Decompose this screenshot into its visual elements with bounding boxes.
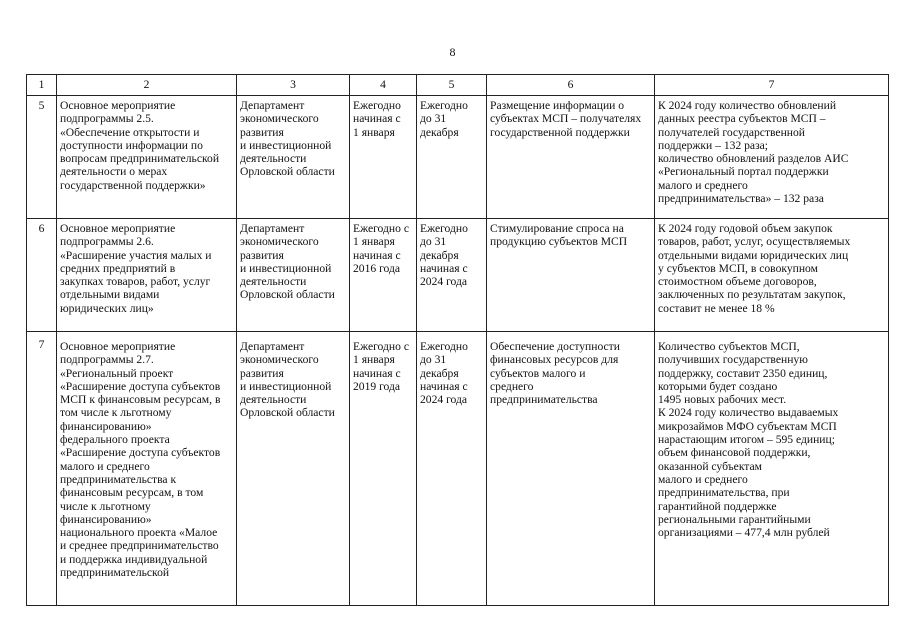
row-number-cell: 6 [27, 219, 57, 332]
column-header-3: 3 [237, 75, 350, 96]
table-row [27, 332, 889, 606]
program-activities-table [26, 74, 889, 606]
header-row [27, 75, 889, 96]
row-number-cell: 5 [27, 96, 57, 219]
department-cell: Департамент экономического развития и инвестиционной деятельности Орловской области [237, 96, 350, 219]
start-date-cell: Ежегодно с 1 января начиная с 2016 года [350, 219, 417, 332]
column-header-4: 4 [350, 75, 417, 96]
column-header-7: 7 [655, 75, 889, 96]
activity-cell: Основное мероприятие подпрограммы 2.6. «Расширение участия малых и средних предприятий в закупках товаров, работ, услуг отдельными видами юридических лиц» [57, 219, 237, 332]
table-row [27, 96, 889, 219]
row-number-cell: 7 [27, 332, 57, 606]
table-row [27, 219, 889, 332]
page-number: 8 [449, 45, 456, 59]
column-header-1: 1 [27, 75, 57, 96]
expected-result-cell: Стимулирование спроса на продукцию субъектов МСП [487, 219, 655, 332]
activity-cell: Основное мероприятие подпрограммы 2.5. «Обеспечение открытости и доступности информации по вопросам предпринимательской деятельности о мерах государственной поддержки» [57, 96, 237, 219]
end-date-cell: Ежегодно до 31 декабря начиная с 2024 года [417, 219, 487, 332]
expected-result-cell: Обеспечение доступности финансовых ресурсов для субъектов малого и среднего предпринимательства [487, 332, 655, 606]
column-header-6: 6 [487, 75, 655, 96]
activity-cell: Основное мероприятие подпрограммы 2.7. «Региональный проект «Расширение доступа субъектов МСП к финансовым ресурсам, в том числе к льготному финансированию» федерального проекта «Расширение доступа субъектов малого и среднего предпринимательства к финансовым ресурсам, в том числе к льготному финансированию» национального проекта «Малое и среднее предпринимательство и поддержка индивидуальной предпринимательской [57, 332, 237, 606]
department-cell: Департамент экономического развития и инвестиционной деятельности Орловской области [237, 332, 350, 606]
expected-result-cell: Размещение информации о субъектах МСП – получателях государственной поддержки [487, 96, 655, 219]
end-date-cell: Ежегодно до 31 декабря начиная с 2024 года [417, 332, 487, 606]
start-date-cell: Ежегодно с 1 января начиная с 2019 года [350, 332, 417, 606]
end-date-cell: Ежегодно до 31 декабря [417, 96, 487, 219]
department-cell: Департамент экономического развития и инвестиционной деятельности Орловской области [237, 219, 350, 332]
indicator-cell: Количество субъектов МСП, получивших государственную поддержку, составит 2350 единиц, которыми будет создано 1495 новых рабочих мест. К 2024 году количество выдаваемых микрозаймов МФО субъектам МСП нарастающим итогом – 595 единиц; объем финансовой поддержки, оказанной субъектам малого и среднего предпринимательства, при гарантийной поддержке региональными гарантийными организациями – 477,4 млн рублей [655, 332, 889, 606]
column-header-2: 2 [57, 75, 237, 96]
indicator-cell: К 2024 году годовой объем закупок товаров, работ, услуг, осуществляемых отдельными видами юридических лиц у субъектов МСП, в совокупном стоимостном объеме договоров, заключенных по результатам закупок, составит не менее 18 % [655, 219, 889, 332]
start-date-cell: Ежегодно начиная с 1 января [350, 96, 417, 219]
indicator-cell: К 2024 году количество обновлений данных реестра субъектов МСП – получателей государственной поддержки – 132 раза; количество обновлений разделов АИС «Региональный портал поддержки малого и среднего предпринимательства» – 132 раза [655, 96, 889, 219]
column-header-5: 5 [417, 75, 487, 96]
